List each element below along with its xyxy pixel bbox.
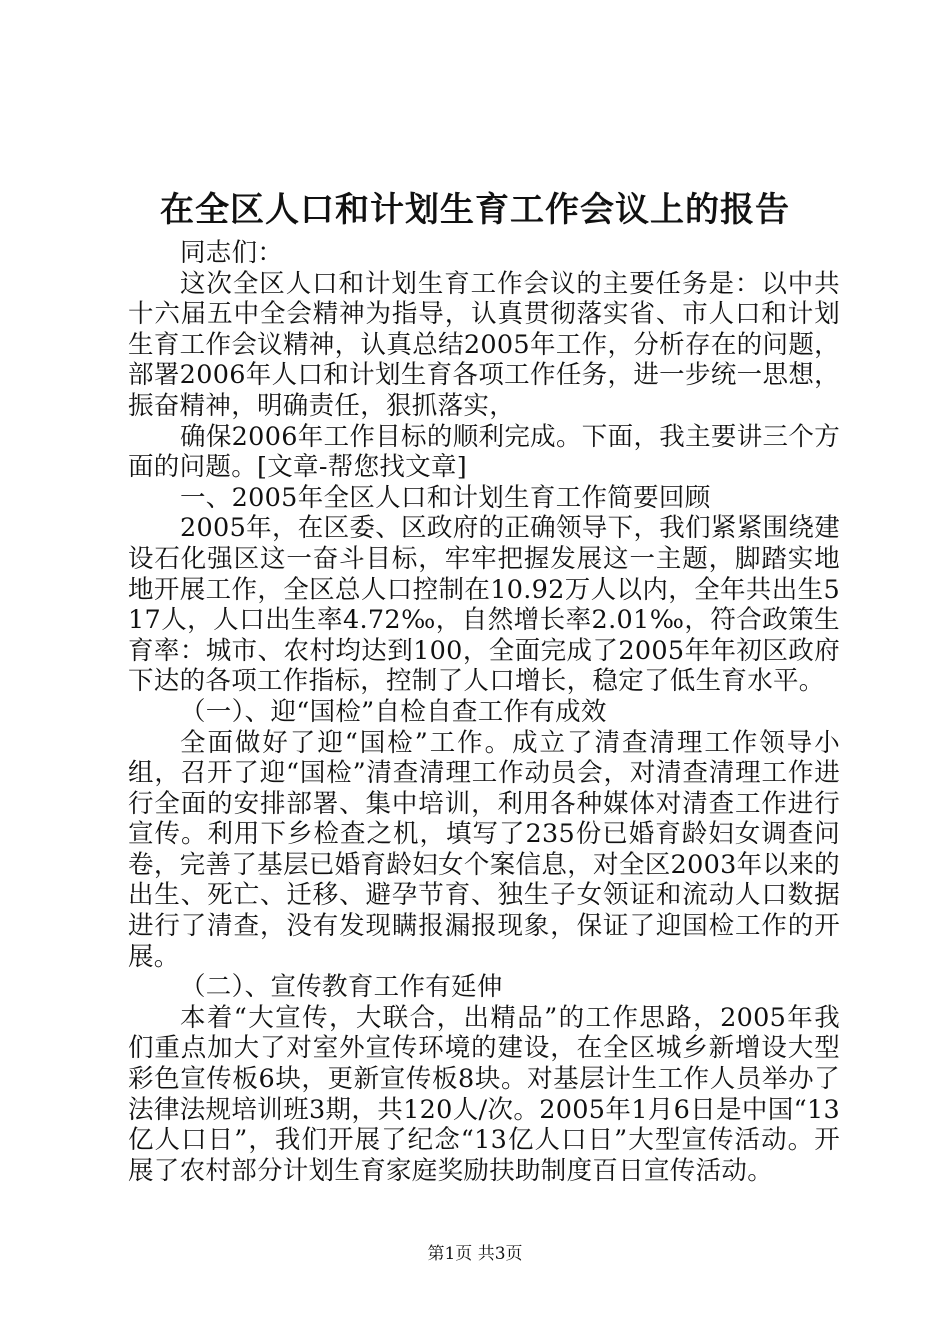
paragraph-publicity-education: 本着“大宣传，大联合，出精品”的工作思路，2005年我们重点加大了对室外宣传环境的建设，在全区城乡新增设大型彩色宣传板6块，更新宣传板8块。对基层计生工作人员举办了法律法规培训班3期，共120人/次。2005年1月6日是中国“13亿人口日”，我们开展了纪念“13亿人口日”大型宣传活动。开展了农村部分计划生育家庭奖励扶助制度百日宣传活动。 <box>128 1002 840 1186</box>
paragraph-2005-review: 2005年，在区委、区政府的正确领导下，我们紧紧围绕建设石化强区这一奋斗目标，牢牢把握发展这一主题，脚踏实地地开展工作，全区总人口控制在10.92万人以内，全年共出生517人，人口出生率4.72‰，自然增长率2.01‰，符合政策生育率：城市、农村均达到100，全面完成了2005年年初区政府下达的各项工作指标，控制了人口增长，稳定了低生育水平。 <box>128 513 840 697</box>
section-heading-1: 一、2005年全区人口和计划生育工作简要回顾 <box>180 482 711 513</box>
page-footer: 第1页 共3页 <box>427 1244 523 1264</box>
document-body <box>128 238 840 1186</box>
salutation: 同志们： <box>180 238 284 268</box>
subsection-heading-1: （一）、迎“国检”自检自查工作有成效 <box>180 696 607 727</box>
subsection-heading-2: （二）、宣传教育工作有延伸 <box>180 972 503 1003</box>
paragraph-intro: 这次全区人口和计划生育工作会议的主要任务是：以中共十六届五中全会精神为指导，认真贯彻落实省、市人口和计划生育工作会议精神，认真总结2005年工作，分析存在的问题，部署2006年人口和计划生育各项工作任务，进一步统一思想，振奋精神，明确责任，狠抓落实， <box>128 268 840 421</box>
paragraph-national-inspection: 全面做好了迎“国检”工作。成立了清查清理工作领导小组，召开了迎“国检”清查清理工作动员会，对清查清理工作进行全面的安排部署、集中培训，利用各种媒体对清查工作进行宣传。利用下乡检查之机，填写了235份已婚育龄妇女调查问卷，完善了基层已婚育龄妇女个案信息，对全区2003年以来的出生、死亡、迁移、避孕节育、独生子女领证和流动人口数据进行了清查，没有发现瞒报漏报现象，保证了迎国检工作的开展。 <box>128 727 840 972</box>
document-title: 在全区人口和计划生育工作会议上的报告 <box>160 190 790 230</box>
paragraph-intro-continued: 确保2006年工作目标的顺利完成。下面，我主要讲三个方面的问题。[文章-帮您找文章] <box>128 421 840 483</box>
